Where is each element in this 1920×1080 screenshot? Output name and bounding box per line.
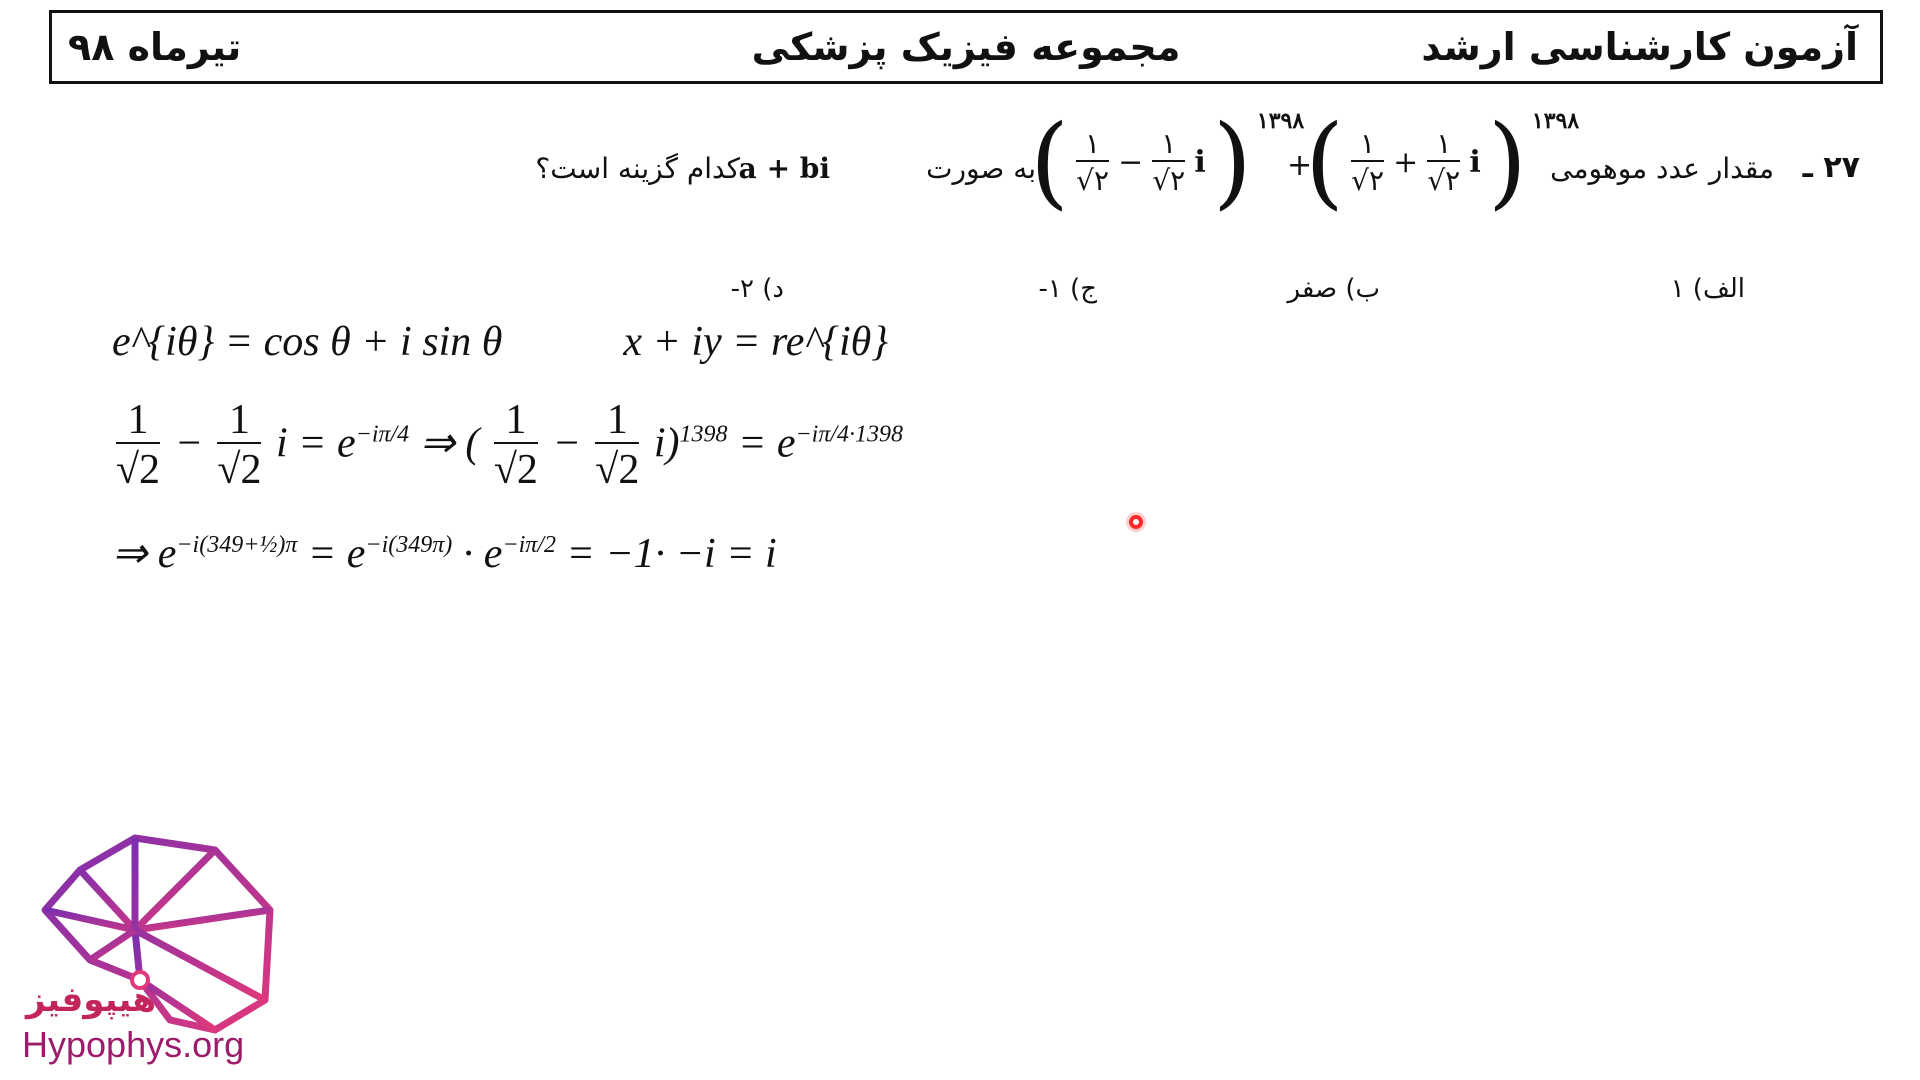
fraction: $\frac{1}{√2}$: [595, 397, 640, 493]
plus-between: +: [1287, 148, 1313, 183]
open-paren: (: [1030, 103, 1070, 220]
fraction: $\frac{۱}{√۲}$: [1152, 127, 1186, 197]
minus-sign: −: [552, 420, 581, 467]
laser-pointer: [1129, 515, 1143, 529]
exponent: −iπ/2: [502, 532, 556, 558]
expression-text: · e: [462, 531, 503, 577]
expression-text: = e: [738, 420, 796, 467]
question-form: a + bi: [738, 152, 830, 185]
polar-form: x + iy = re^{iθ}: [623, 319, 889, 365]
exponent: ۱۳۹۸: [1256, 108, 1305, 134]
expression-text: ⇒ e: [112, 531, 177, 577]
exponent: ۱۳۹۸: [1531, 108, 1580, 134]
expression-text: = e: [307, 531, 366, 577]
solution-line-1: [112, 318, 888, 366]
logo-text-fa: هیپوفیز: [26, 980, 156, 1020]
logo-text-en: Hypophys.org: [22, 1024, 245, 1065]
fraction: $\frac{1}{√2}$: [217, 397, 262, 493]
implies: ⇒ (: [419, 420, 480, 467]
question-text-end: کدام گزینه است؟: [535, 152, 740, 185]
fraction: $\frac{1}{√2}$: [116, 397, 161, 493]
plus-sign: +: [1393, 144, 1419, 180]
euler-formula: e^{iθ} = cos θ + i sin θ: [112, 319, 503, 365]
exam-date: تیرماه ۹۸: [68, 25, 242, 69]
exponent: −i(349+½)π: [176, 532, 298, 558]
expression-minus: [1030, 103, 1305, 220]
close-paren: ): [1212, 103, 1252, 220]
expression-text: = −1· −i = i: [566, 531, 777, 577]
question-27: [535, 103, 1860, 232]
expression-text: i): [653, 420, 680, 467]
exam-title: آزمون کارشناسی ارشد: [1421, 25, 1858, 69]
solution-line-3: [112, 528, 777, 578]
imag-unit: i: [1469, 144, 1481, 180]
expression-plus: [1305, 103, 1580, 220]
collection-title: مجموعه فیزیک پزشکی: [751, 25, 1181, 69]
fraction: $\frac{۱}{√۲}$: [1351, 127, 1384, 197]
minus-sign: −: [174, 420, 203, 467]
exponent: −iπ/4·1398: [795, 421, 904, 448]
fraction: $\frac{۱}{√۲}$: [1076, 127, 1109, 197]
expression-text: i = e: [275, 420, 356, 467]
exponent: −i(349π): [365, 532, 453, 558]
exponent: 1398: [679, 421, 728, 448]
exponent: −iπ/4: [355, 421, 410, 448]
close-paren: ): [1487, 103, 1527, 220]
page-header: [49, 10, 1883, 84]
option-b[interactable]: ب) صفر: [1287, 274, 1380, 304]
fraction: $\frac{۱}{√۲}$: [1427, 127, 1461, 197]
question-number: ۲۷ ـ: [1802, 150, 1860, 185]
option-a[interactable]: الف) ۱: [1670, 274, 1745, 304]
minus-sign: −: [1118, 144, 1144, 180]
option-c[interactable]: ج) ۱-: [1038, 274, 1097, 304]
fraction: $\frac{1}{√2}$: [493, 397, 538, 493]
open-paren: (: [1305, 103, 1345, 220]
question-text-start: مقدار عدد موهومی: [1550, 152, 1774, 185]
option-d[interactable]: د) ۲-: [730, 274, 784, 304]
imag-unit: i: [1194, 144, 1206, 180]
solution-line-2: [112, 398, 903, 496]
question-text-mid: به صورت: [926, 152, 1036, 185]
